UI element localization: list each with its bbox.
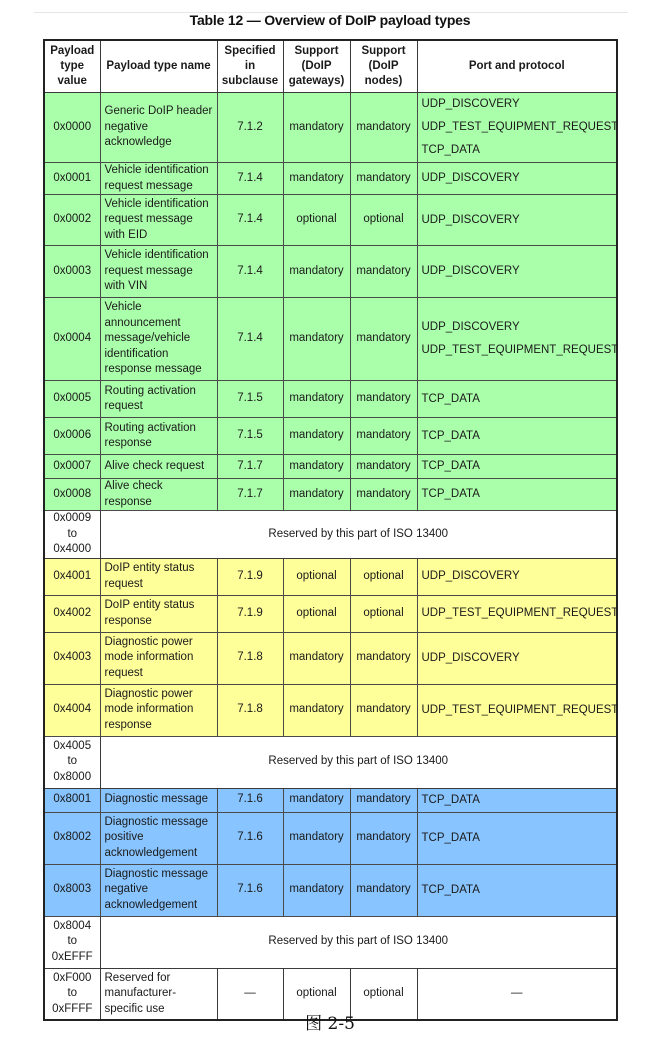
subclause-cell: 7.1.6: [217, 788, 283, 812]
payload-type-name-cell: Diagnostic message negative acknowledgement: [100, 864, 217, 916]
payload-type-value-cell: 0x8002: [44, 812, 100, 864]
support-nodes-cell: mandatory: [350, 298, 417, 381]
range-to-label: to: [67, 755, 78, 768]
port-and-protocol-cell: [417, 163, 617, 195]
port-protocol-entry: UDP_DISCOVERY: [421, 172, 520, 184]
payload-type-value-cell: [44, 736, 100, 788]
table-row: [44, 455, 617, 479]
port-and-protocol-cell: [417, 455, 617, 479]
payload-type-value-cell: 0x0007: [44, 455, 100, 479]
header-support-gateways: Support (DoIP gateways): [283, 40, 350, 93]
payload-type-value-cell: 0x0002: [44, 195, 100, 246]
port-protocol-entry: TCP_DATA: [421, 144, 480, 156]
payload-type-name-cell: Diagnostic power mode information request: [100, 632, 217, 684]
port-protocol-entry: TCP_DATA: [421, 392, 480, 405]
payload-type-name-cell: Diagnostic message positive acknowledgement: [100, 812, 217, 864]
table-row: [44, 163, 617, 195]
payload-type-name-cell: DoIP entity status response: [100, 595, 217, 632]
payload-type-value-cell: 0x4001: [44, 558, 100, 595]
table-row: [44, 381, 617, 418]
payload-type-name-cell: Diagnostic message: [100, 788, 217, 812]
support-nodes-cell: optional: [350, 595, 417, 632]
subclause-cell: 7.1.6: [217, 812, 283, 864]
range-bound: 0x4005: [53, 739, 92, 752]
header-port-and-protocol: Port and protocol: [417, 40, 617, 93]
support-gateways-cell: mandatory: [283, 246, 350, 298]
support-nodes-cell: optional: [350, 558, 417, 595]
support-gateways-cell: optional: [283, 968, 350, 1020]
port-and-protocol-cell: [417, 418, 617, 455]
table-title: Table 12 — Overview of DoIP payload types: [189, 12, 471, 28]
figure-caption: 图 2-5: [305, 1014, 355, 1034]
range-to-label: to: [67, 527, 78, 540]
port-and-protocol-cell: [417, 246, 617, 298]
port-and-protocol-cell: [417, 298, 617, 381]
support-nodes-cell: mandatory: [350, 864, 417, 916]
range-bound: 0x4000: [53, 543, 92, 555]
table-row: [44, 298, 617, 381]
subclause-cell: 7.1.5: [217, 381, 283, 418]
subclause-cell: 7.1.4: [217, 163, 283, 195]
subclause-cell: 7.1.8: [217, 684, 283, 736]
payload-type-name-cell: Vehicle announcement message/vehicle identification response message: [100, 298, 217, 381]
port-protocol-entry: —: [511, 987, 523, 999]
subclause-cell: 7.1.9: [217, 558, 283, 595]
port-and-protocol-cell: [417, 195, 617, 246]
header-support-nodes: Support (DoIP nodes): [350, 40, 417, 93]
table-row: [44, 812, 617, 864]
support-nodes-cell: mandatory: [350, 788, 417, 812]
port-and-protocol-cell: [417, 381, 617, 418]
subclause-cell: 7.1.4: [217, 298, 283, 381]
port-protocol-entry: UDP_TEST_EQUIPMENT_REQUEST: [421, 703, 619, 716]
payload-type-name-cell: Vehicle identification request message with VIN: [100, 246, 217, 298]
port-protocol-entry: TCP_DATA: [421, 460, 480, 472]
payload-types-table: [43, 39, 618, 1021]
table-row: [44, 632, 617, 684]
support-gateways-cell: mandatory: [283, 381, 350, 418]
table-container: [43, 39, 619, 1015]
payload-type-value-cell: 0x0003: [44, 246, 100, 298]
range-bound: 0xF000: [53, 971, 92, 984]
table-body: [44, 93, 617, 1021]
range-to-label: to: [67, 935, 78, 948]
port-protocol-entry: UDP_TEST_EQUIPMENT_REQUEST: [421, 607, 619, 619]
support-nodes-cell: mandatory: [350, 418, 417, 455]
port-protocol-entry: UDP_TEST_EQUIPMENT_REQUEST: [421, 121, 619, 133]
port-protocol-entry: UDP_DISCOVERY: [421, 570, 520, 582]
payload-type-value-cell: 0x0000: [44, 93, 100, 163]
table-row: [44, 558, 617, 595]
payload-type-value-cell: [44, 511, 100, 559]
support-nodes-cell: mandatory: [350, 455, 417, 479]
support-gateways-cell: mandatory: [283, 632, 350, 684]
subclause-cell: —: [217, 968, 283, 1020]
support-gateways-cell: mandatory: [283, 455, 350, 479]
port-protocol-entry: TCP_DATA: [421, 488, 480, 500]
port-protocol-entry: TCP_DATA: [421, 429, 480, 442]
support-nodes-cell: mandatory: [350, 479, 417, 511]
payload-type-value-cell: 0x4002: [44, 595, 100, 632]
payload-type-value-cell: 0x0006: [44, 418, 100, 455]
port-protocol-entry: UDP_TEST_EQUIPMENT_REQUEST: [421, 344, 619, 356]
support-nodes-cell: mandatory: [350, 812, 417, 864]
payload-type-name-cell: Routing activation request: [100, 381, 217, 418]
support-gateways-cell: optional: [283, 195, 350, 246]
port-protocol-entry: TCP_DATA: [421, 883, 480, 896]
payload-type-value-cell: 0x4003: [44, 632, 100, 684]
payload-type-name-cell: Reserved for manufacturer-specific use: [100, 968, 217, 1020]
payload-type-value-cell: 0x0004: [44, 298, 100, 381]
payload-type-name-cell: Diagnostic power mode information response: [100, 684, 217, 736]
payload-type-name-cell: Alive check request: [100, 455, 217, 479]
table-row: [44, 418, 617, 455]
subclause-cell: 7.1.7: [217, 479, 283, 511]
payload-type-name-cell: Routing activation response: [100, 418, 217, 455]
table-row: [44, 479, 617, 511]
table-row: [44, 93, 617, 163]
port-and-protocol-cell: [417, 595, 617, 632]
table-row: [44, 684, 617, 736]
subclause-cell: 7.1.6: [217, 864, 283, 916]
reserved-row: [44, 511, 617, 559]
range-bound: 0xFFFF: [52, 1002, 93, 1015]
port-protocol-entry: UDP_DISCOVERY: [421, 651, 520, 664]
range-bound: 0xEFFF: [51, 950, 93, 963]
table-row: [44, 595, 617, 632]
support-gateways-cell: mandatory: [283, 418, 350, 455]
payload-type-value-cell: 0x4004: [44, 684, 100, 736]
header-row: [44, 40, 617, 93]
subclause-cell: 7.1.9: [217, 595, 283, 632]
reserved-row: [44, 736, 617, 788]
table-row: [44, 864, 617, 916]
header-payload-type-value: Payload type value: [44, 40, 100, 93]
subclause-cell: 7.1.8: [217, 632, 283, 684]
support-gateways-cell: mandatory: [283, 788, 350, 812]
port-and-protocol-cell: [417, 632, 617, 684]
port-and-protocol-cell: [417, 93, 617, 163]
port-and-protocol-cell: [417, 864, 617, 916]
payload-type-value-cell: 0x0001: [44, 163, 100, 195]
payload-type-value-cell: 0x8001: [44, 788, 100, 812]
port-and-protocol-cell: [417, 684, 617, 736]
subclause-cell: 7.1.4: [217, 195, 283, 246]
support-gateways-cell: mandatory: [283, 163, 350, 195]
support-nodes-cell: mandatory: [350, 93, 417, 163]
range-to-label: to: [67, 987, 78, 999]
range-bound: 0x0009: [53, 512, 92, 524]
payload-type-value-cell: 0x0005: [44, 381, 100, 418]
support-gateways-cell: mandatory: [283, 93, 350, 163]
port-protocol-entry: TCP_DATA: [421, 831, 480, 844]
port-and-protocol-cell: [417, 812, 617, 864]
support-gateways-cell: optional: [283, 558, 350, 595]
support-nodes-cell: optional: [350, 195, 417, 246]
support-gateways-cell: mandatory: [283, 864, 350, 916]
support-nodes-cell: mandatory: [350, 246, 417, 298]
range-bound: 0x8004: [53, 919, 92, 932]
payload-type-name-cell: Alive check response: [100, 479, 217, 511]
header-payload-type-name: Payload type name: [100, 40, 217, 93]
table-row: [44, 788, 617, 812]
support-nodes-cell: mandatory: [350, 632, 417, 684]
port-protocol-entry: UDP_DISCOVERY: [421, 98, 520, 110]
payload-type-name-cell: Vehicle identification request message: [100, 163, 217, 195]
payload-type-name-cell: DoIP entity status request: [100, 558, 217, 595]
payload-type-name-cell: Vehicle identification request message with EID: [100, 195, 217, 246]
subclause-cell: 7.1.7: [217, 455, 283, 479]
port-protocol-entry: UDP_DISCOVERY: [421, 213, 520, 226]
subclause-cell: 7.1.2: [217, 93, 283, 163]
payload-type-value-cell: 0x0008: [44, 479, 100, 511]
support-gateways-cell: mandatory: [283, 812, 350, 864]
support-nodes-cell: mandatory: [350, 684, 417, 736]
support-gateways-cell: mandatory: [283, 684, 350, 736]
port-protocol-entry: TCP_DATA: [421, 793, 480, 806]
reserved-row: [44, 916, 617, 968]
subclause-cell: 7.1.5: [217, 418, 283, 455]
payload-type-value-cell: [44, 916, 100, 968]
support-gateways-cell: optional: [283, 595, 350, 632]
port-protocol-entry: UDP_DISCOVERY: [421, 265, 520, 277]
payload-type-value-cell: 0x8003: [44, 864, 100, 916]
port-and-protocol-cell: [417, 558, 617, 595]
support-nodes-cell: mandatory: [350, 381, 417, 418]
support-nodes-cell: optional: [350, 968, 417, 1020]
support-nodes-cell: mandatory: [350, 163, 417, 195]
table-row: [44, 246, 617, 298]
subclause-cell: 7.1.4: [217, 246, 283, 298]
payload-type-name-cell: Generic DoIP header negative acknowledge: [100, 93, 217, 163]
port-and-protocol-cell: [417, 479, 617, 511]
port-and-protocol-cell: [417, 788, 617, 812]
support-gateways-cell: mandatory: [283, 479, 350, 511]
reserved-text-cell: Reserved by this part of ISO 13400: [100, 736, 617, 788]
reserved-text-cell: Reserved by this part of ISO 13400: [100, 916, 617, 968]
support-gateways-cell: mandatory: [283, 298, 350, 381]
range-bound: 0x8000: [53, 770, 92, 783]
header-specified-in-subclause: Specified in subclause: [217, 40, 283, 93]
table-row: [44, 195, 617, 246]
port-protocol-entry: UDP_DISCOVERY: [421, 321, 520, 333]
reserved-text-cell: Reserved by this part of ISO 13400: [100, 511, 617, 559]
